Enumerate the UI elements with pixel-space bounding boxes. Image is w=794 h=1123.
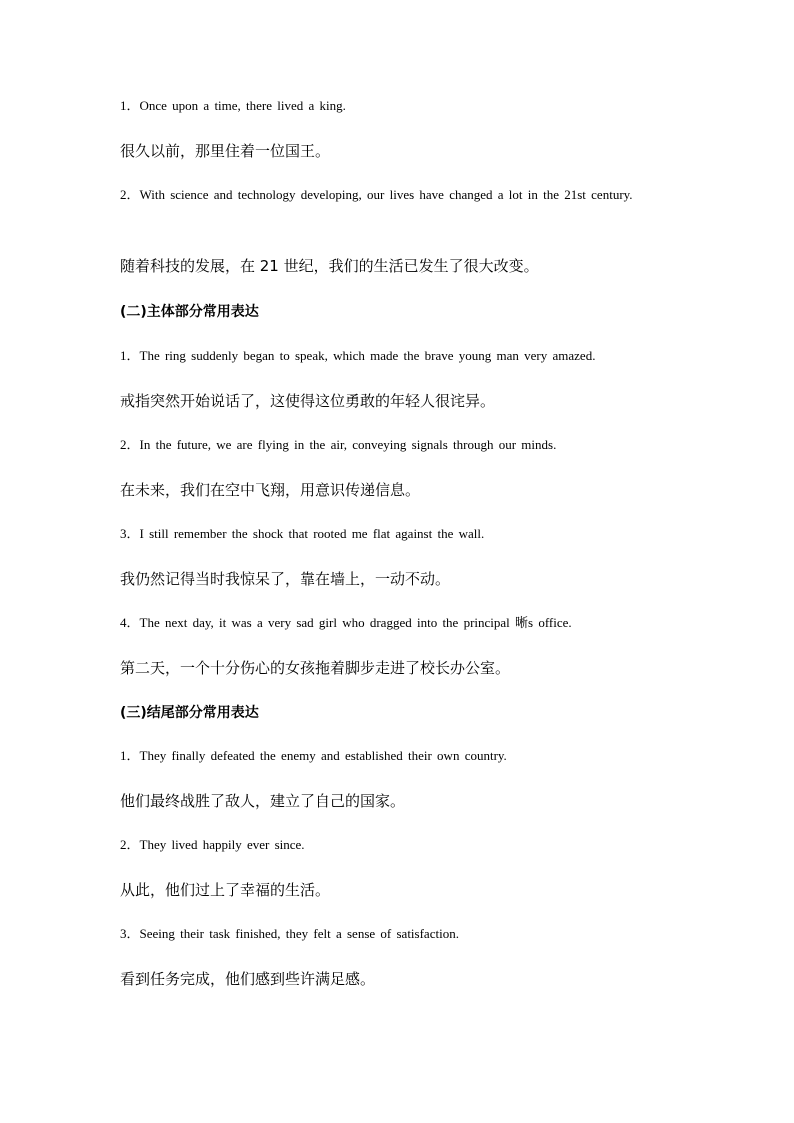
sentence-en-4: 2．In the future, we are flying in the air, conveying signals through our minds. [120, 437, 557, 452]
sentence-zh-2: 随着科技的发展，在 21 世纪，我们的生活已发生了很大改变。 [120, 257, 539, 275]
sentence-en-1: 1．Once upon a time, there lived a king. [120, 98, 346, 113]
sentence-zh-9: 看到任务完成，他们感到些许满足感。 [120, 970, 376, 988]
sentence-en-5: 3．I still remember the shock that rooted me flat against the wall. [120, 526, 485, 541]
sentence-en-3: 1．The ring suddenly began to speak, which made the brave young man very amazed. [120, 348, 596, 363]
sentence-en-8: 2．They lived happily ever since. [120, 837, 305, 852]
section-heading-body: (二)主体部分常用表达 [120, 304, 259, 320]
sentence-en-2: 2．With science and technology developing, our lives have changed a lot in the 21st century. [120, 187, 633, 202]
sentence-zh-1: 很久以前，那里住着一位国王。 [120, 142, 331, 160]
sentence-zh-6: 第二天，一个十分伤心的女孩拖着脚步走进了校长办公室。 [120, 659, 511, 677]
sentence-zh-5: 我仍然记得当时我惊呆了，靠在墙上，一动不动。 [120, 570, 451, 588]
sentence-en-7: 1．They finally defeated the enemy and established their own country. [120, 748, 507, 763]
sentence-zh-8: 从此，他们过上了幸福的生活。 [120, 881, 331, 899]
sentence-zh-4: 在未来，我们在空中飞翔，用意识传递信息。 [120, 481, 421, 499]
sentence-zh-7: 他们最终战胜了敌人，建立了自己的国家。 [120, 792, 406, 810]
section-heading-ending: (三)结尾部分常用表达 [120, 705, 259, 721]
sentence-en-9: 3．Seeing their task finished, they felt a sense of satisfaction. [120, 926, 459, 941]
sentence-en-6: 4．The next day, it was a very sad girl who dragged into the principal 晰s office. [120, 615, 572, 630]
sentence-zh-3: 戒指突然开始说话了，这使得这位勇敢的年轻人很诧异。 [120, 392, 496, 410]
